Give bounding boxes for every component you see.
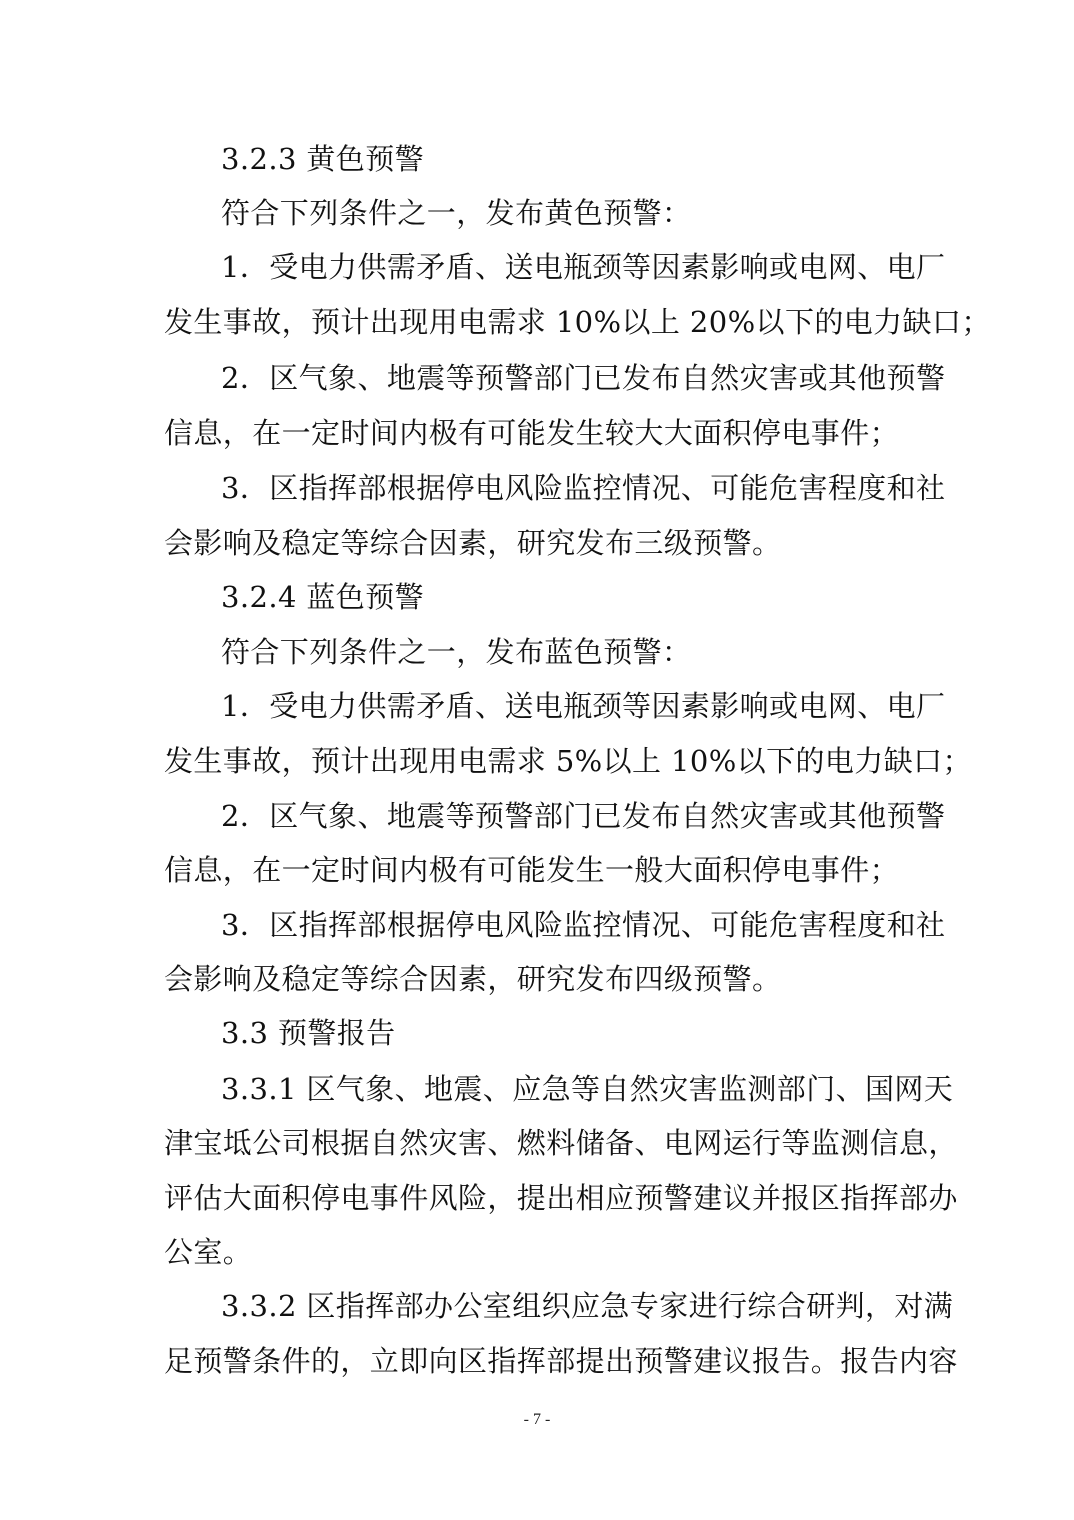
paragraph-line: 发生事故，预计出现用电需求 10%以上 20%以下的电力缺口； [164,305,991,339]
paragraph-line: 信息，在一定时间内极有可能发生较大大面积停电事件； [164,416,900,450]
paragraph-line: 3．区指挥部根据停电风险监控情况、可能危害程度和社 [221,908,946,942]
paragraph-line: 3.3.1 区气象、地震、应急等自然灾害监测部门、国网天 [221,1072,954,1106]
heading-blue-warning: 3.2.4 蓝色预警 [221,580,425,614]
paragraph-line: 会影响及稳定等综合因素，研究发布四级预警。 [164,962,782,996]
paragraph-line: 符合下列条件之一，发布黄色预警： [221,196,692,230]
paragraph-line: 1．受电力供需矛盾、送电瓶颈等因素影响或电网、电厂 [221,689,946,723]
paragraph-line: 1．受电力供需矛盾、送电瓶颈等因素影响或电网、电厂 [221,250,946,284]
paragraph-line: 2．区气象、地震等预警部门已发布自然灾害或其他预警 [221,361,946,395]
paragraph-line: 会影响及稳定等综合因素，研究发布三级预警。 [164,526,782,560]
paragraph-line: 符合下列条件之一，发布蓝色预警： [221,635,692,669]
paragraph-line: 2．区气象、地震等预警部门已发布自然灾害或其他预警 [221,799,946,833]
paragraph-line: 评估大面积停电事件风险，提出相应预警建议并报区指挥部办 [164,1181,958,1215]
heading-yellow-warning: 3.2.3 黄色预警 [221,142,425,176]
paragraph-line: 信息，在一定时间内极有可能发生一般大面积停电事件； [164,853,900,887]
paragraph-line: 足预警条件的，立即向区指挥部提出预警建议报告。报告内容 [164,1344,958,1378]
paragraph-line: 3．区指挥部根据停电风险监控情况、可能危害程度和社 [221,471,946,505]
heading-warning-report: 3.3 预警报告 [221,1016,396,1050]
paragraph-line: 3.3.2 区指挥部办公室组织应急专家进行综合研判，对满 [221,1289,954,1323]
paragraph-line: 津宝坻公司根据自然灾害、燃料储备、电网运行等监测信息， [164,1126,958,1160]
paragraph-line: 发生事故，预计出现用电需求 5%以上 10%以下的电力缺口； [164,744,972,778]
paragraph-line: 公室。 [164,1235,253,1269]
page-number: - 7 - [523,1411,551,1428]
